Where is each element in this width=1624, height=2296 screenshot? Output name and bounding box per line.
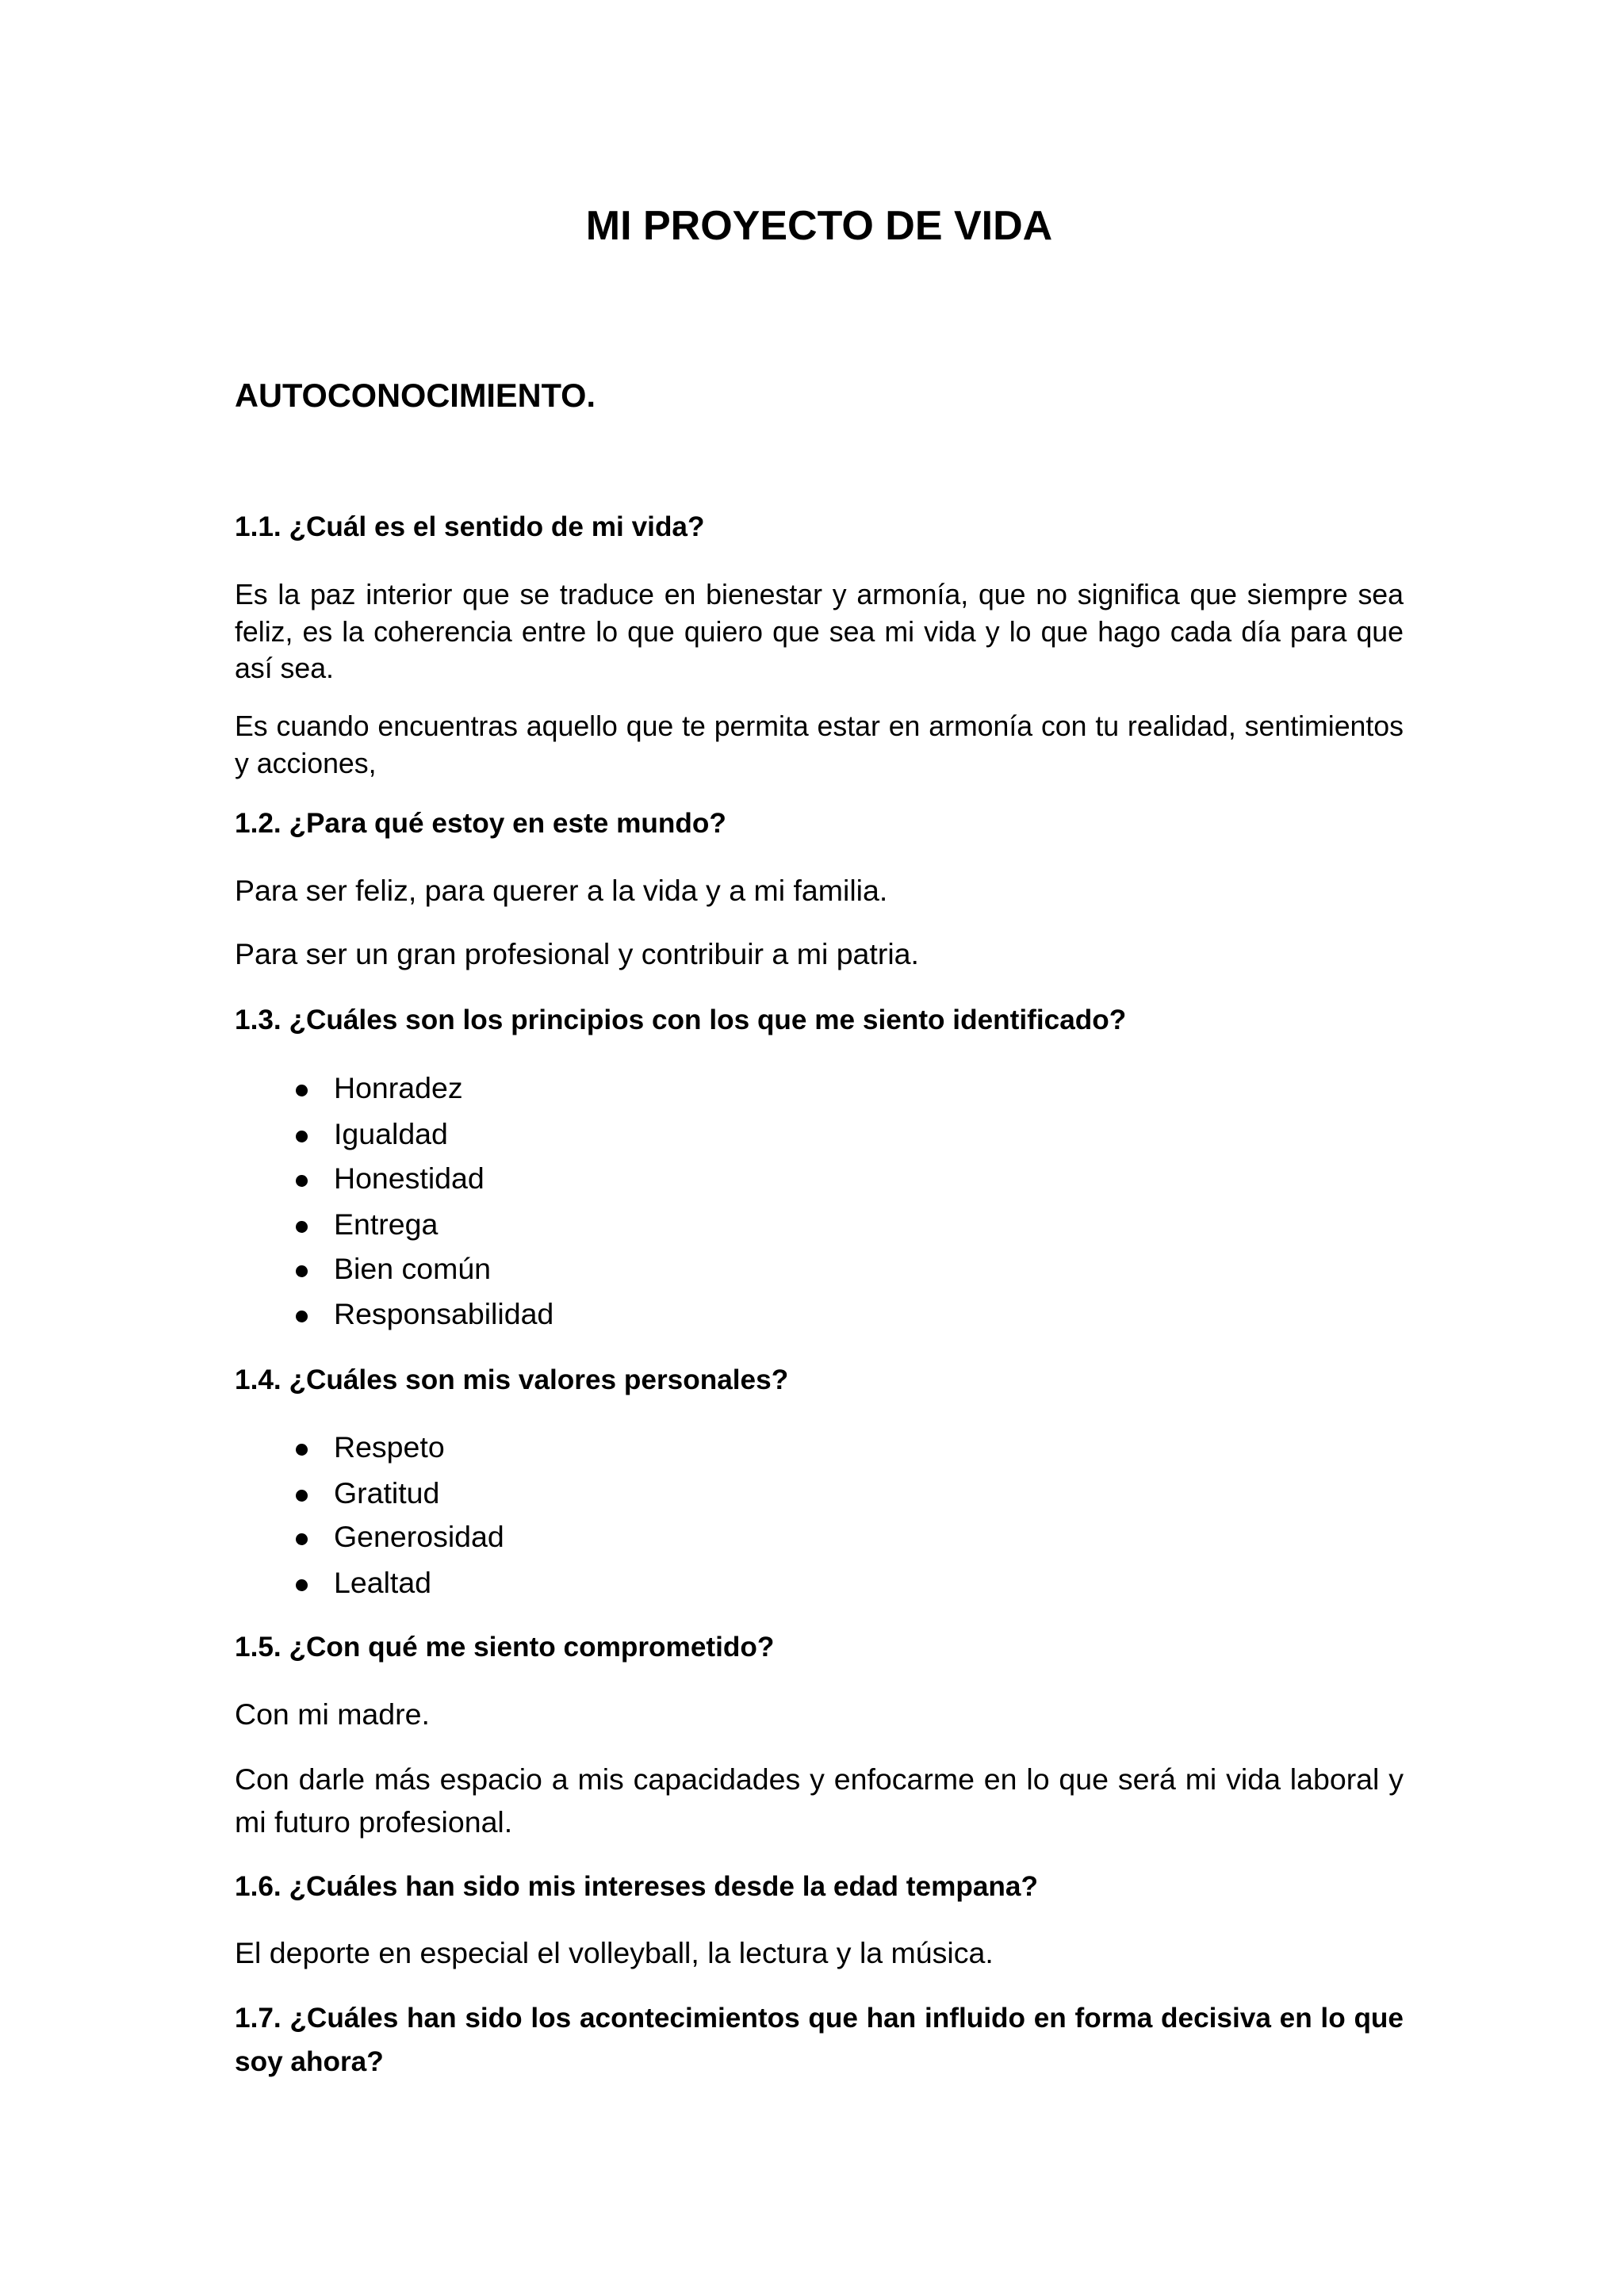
- list-item-text: Honestidad: [334, 1161, 485, 1195]
- bullet-icon: [296, 1533, 308, 1545]
- answer-line: Con mi madre.: [235, 1697, 430, 1731]
- question-heading: 1.2. ¿Para qué estoy en este mundo?: [235, 808, 726, 839]
- list-item: [235, 1250, 1404, 1287]
- question-heading: 1.1. ¿Cuál es el sentido de mi vida?: [235, 511, 705, 542]
- answer-line: y acciones,: [235, 748, 377, 779]
- list-item: [235, 1518, 1404, 1555]
- list-item: [235, 1429, 1404, 1465]
- list-item-text: Igualdad: [334, 1117, 448, 1150]
- answer-line: El deporte en especial el volleyball, la lectura y la música.: [235, 1936, 994, 1969]
- list-item-text: Honradez: [334, 1071, 463, 1104]
- answer-line: feliz, es la coherencia entre lo que quiero que sea mi vida y lo que hago cada día para que: [235, 616, 1404, 648]
- question-heading: 1.4. ¿Cuáles son mis valores personales?: [235, 1364, 789, 1395]
- list-item-text: Bien común: [334, 1252, 492, 1285]
- answer-line: Para ser feliz, para querer a la vida y a mi familia.: [235, 874, 888, 907]
- answer-line: mi futuro profesional.: [235, 1805, 513, 1839]
- bullet-icon: [296, 1311, 308, 1322]
- section-heading: AUTOCONOCIMIENTO.: [235, 377, 596, 414]
- answer-line: Es cuando encuentras aquello que te permita estar en armonía con tu realidad, sentimientos: [235, 710, 1404, 742]
- bullet-icon: [296, 1490, 308, 1502]
- question-heading: 1.3. ¿Cuáles son los principios con los que me siento identificado?: [235, 1004, 1127, 1035]
- list-item-text: Generosidad: [334, 1520, 504, 1553]
- answer-line: Es la paz interior que se traduce en bienestar y armonía, que no significa que siempre sea: [235, 579, 1404, 610]
- list-item: [235, 1295, 1404, 1332]
- answer-line: así sea.: [235, 652, 334, 684]
- list-item-text: Responsabilidad: [334, 1297, 554, 1330]
- list-item: [235, 1160, 1404, 1196]
- list-item-text: Respeto: [334, 1430, 445, 1464]
- list-item: [235, 1070, 1404, 1106]
- question-heading: 1.7. ¿Cuáles han sido los acontecimientos que han influido en forma decisiva en lo que: [235, 2003, 1404, 2034]
- list-item: [235, 1564, 1404, 1601]
- question-heading: 1.5. ¿Con qué me siento comprometido?: [235, 1632, 775, 1663]
- answer-line: Con darle más espacio a mis capacidades y enfocarme en lo que será mi vida laboral y: [235, 1762, 1404, 1796]
- answer-line: Para ser un gran profesional y contribuir a mi patria.: [235, 937, 919, 970]
- bullet-icon: [296, 1444, 308, 1456]
- list-item: [235, 1475, 1404, 1511]
- question-heading: 1.6. ¿Cuáles han sido mis intereses desde la edad tempana?: [235, 1871, 1038, 1902]
- document-title: MI PROYECTO DE VIDA: [585, 203, 1053, 249]
- question-heading: soy ahora?: [235, 2046, 384, 2077]
- bullet-icon: [296, 1579, 308, 1591]
- list-item-text: Gratitud: [334, 1476, 440, 1510]
- bullet-icon: [296, 1131, 308, 1142]
- list-item-text: Lealtad: [334, 1566, 432, 1599]
- bullet-icon: [296, 1265, 308, 1277]
- bullet-icon: [296, 1221, 308, 1233]
- bullet-icon: [296, 1085, 308, 1096]
- list-item: [235, 1206, 1404, 1242]
- list-item-text: Entrega: [334, 1207, 439, 1241]
- bullet-icon: [296, 1175, 308, 1187]
- list-item: [235, 1115, 1404, 1152]
